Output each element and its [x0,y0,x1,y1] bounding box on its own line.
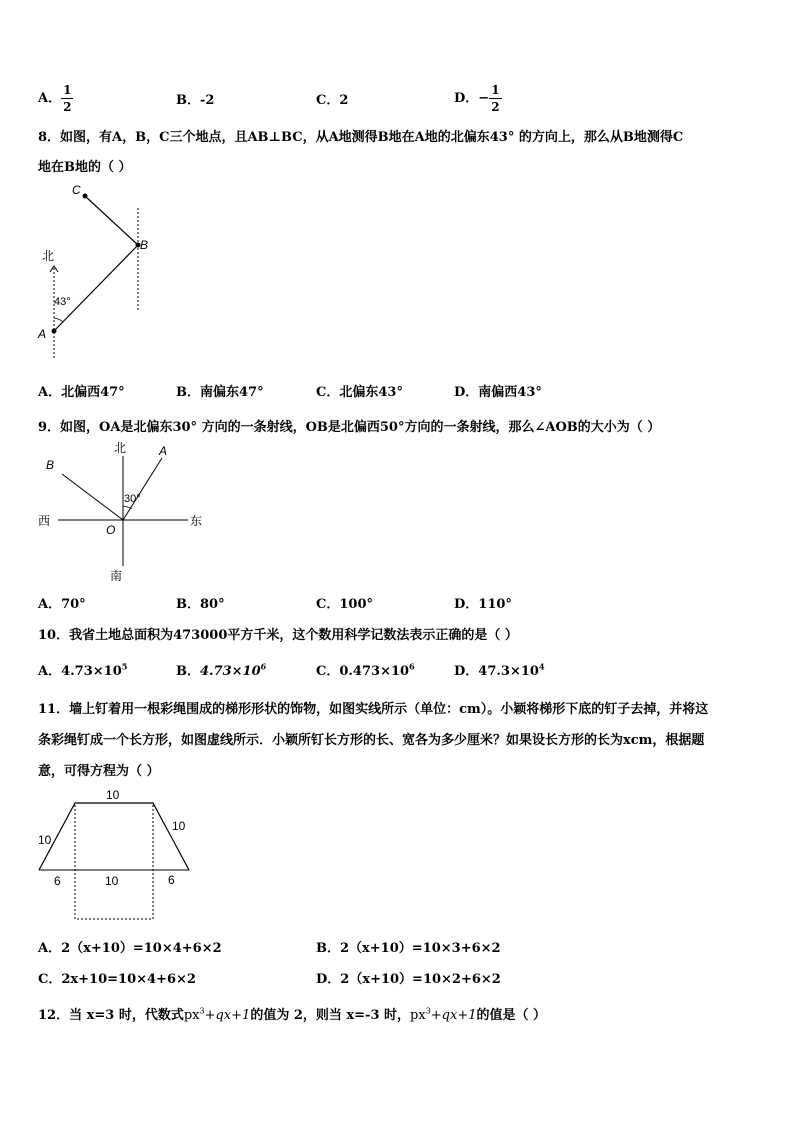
q11-stem-line2: 条彩绳钉成一个长方形，如图虚线所示．小颖所钉长方形的长、宽各为多少厘米？如果设长方形的长为xcm，根据题 [38,733,705,748]
point-a-label: A [159,444,168,458]
q8-option-a: A．北偏西47° [38,385,125,400]
q10-option-d: D．$47.3\times 10^4$ [454,661,545,679]
q10-stem: 10．我省土地总面积为473000平方千米，这个数用科学记数法表示正确的是（ ） [38,628,518,643]
angle-label: 43° [54,296,71,308]
bottom-left-label: 6 [54,874,61,888]
point-b-label: B [140,238,149,252]
q11-figure [30,784,200,924]
point-b-label: B [46,458,55,472]
north-label: 北 [42,249,55,263]
fraction: $\frac{1}{2}$ [491,83,500,114]
q9-stem: 9．如图，OA是北偏东30° 方向的一条射线，OB是北偏西50°方向的一条射线，那么∠AOB的大小为（ ） [38,420,661,435]
q8-option-d: D．南偏西43° [454,385,542,400]
q9-option-b: B．80° [176,597,225,612]
angle-label: 30° [124,493,141,505]
q7-option-d: D．− $\frac{1}{2}$ [454,83,500,114]
q10-option-a: A．$4.73\times 10^5$ [38,661,128,679]
point-o-label: O [106,523,116,537]
q9-option-a: A．70° [38,597,86,612]
q8-option-c: C．北偏东43° [316,385,403,400]
q11-option-a: A．2（x+10）=10×4+6×2 [38,941,222,956]
bottom-middle-label: 10 [105,874,119,888]
q8-stem-line2: 地在B地的（ ） [38,160,132,175]
point-a-label: A [38,327,47,341]
q11-option-b: B．2（x+10）=10×3+6×2 [316,941,501,956]
q9-figure [34,436,214,586]
point-c-label: C [72,183,81,197]
right-length-label: 10 [172,819,186,833]
q10-option-c: C．$0.473\times 10^6$ [316,661,415,679]
q8-option-b: B．南偏东47° [176,385,264,400]
q10-option-b: B．$4.73\times 10^6$ [176,661,267,679]
q8-figure [30,180,160,360]
top-length-label: 10 [106,788,120,802]
q7-option-a: A． $\frac{1}{2}$ [38,83,72,114]
q7-option-c: C．2 [316,93,349,108]
q9-option-c: C．100° [316,597,373,612]
q11-stem-line3: 意，可得方程为（ ） [38,764,160,779]
fraction: $\frac{1}{2}$ [63,83,72,114]
north-label: 北 [114,441,127,455]
east-label: 东 [190,514,203,528]
q8-stem-line1: 8．如图，有A，B，C三个地点，且AB⊥BC，从A地测得B地在A地的北偏东43° 的方向上，那么从B地测得C [38,130,684,145]
q11-stem-line1: 11．墙上钉着用一根彩绳围成的梯形形状的饰物，如图实线所示（单位：cm）。小颖将梯形下底的钉子去掉，并将这 [38,702,709,717]
south-label: 南 [110,569,123,583]
q11-option-c: C．2x+10=10×4+6×2 [38,972,196,987]
q7-option-b: B．-2 [176,93,215,108]
q12-stem: 12．当 x=3 时，代数式$px^3+qx+1$的值为 2，则当 x=-3 时，$px^3+qx+1$的值是（ ） [38,1006,547,1023]
left-length-label: 10 [38,833,52,847]
q9-option-d: D．110° [454,597,512,612]
q11-option-d: D．2（x+10）=10×2+6×2 [316,972,501,987]
west-label: 西 [38,514,51,528]
bottom-right-label: 6 [168,873,175,887]
